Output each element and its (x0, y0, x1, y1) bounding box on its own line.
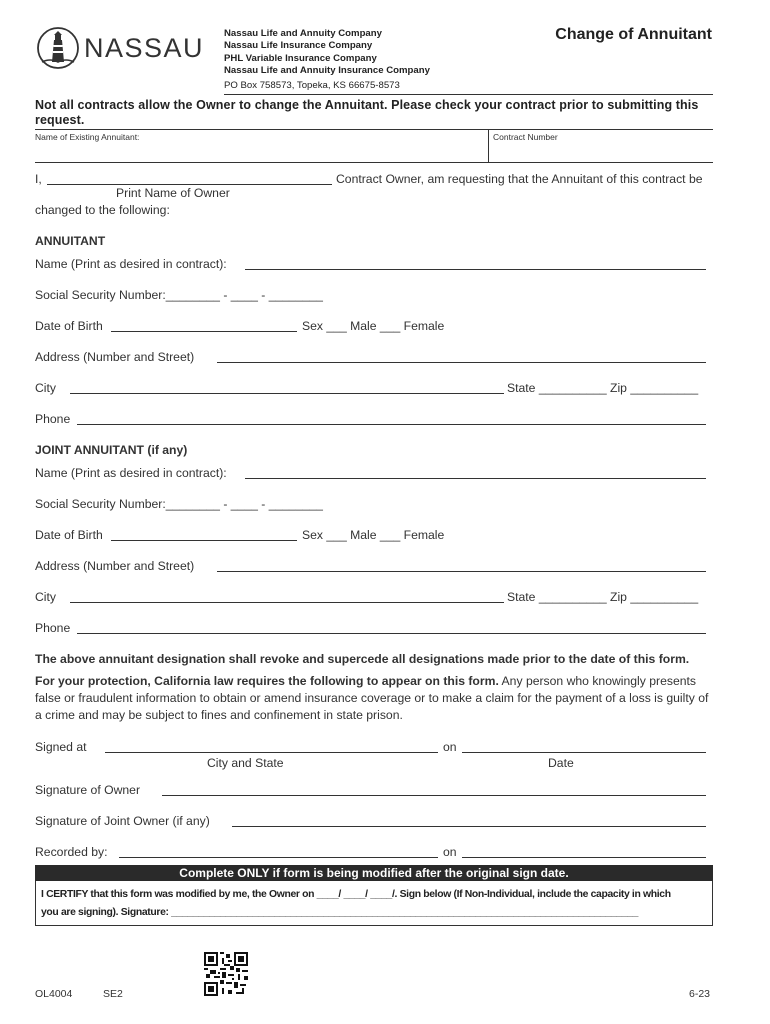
joint-name-label: Name (Print as desired in contract): (35, 466, 227, 480)
modification-banner: Complete ONLY if form is being modified after the original sign date. (35, 865, 713, 881)
certification-text[interactable] (41, 886, 711, 922)
owner-signature-label: Signature of Owner (35, 783, 141, 797)
recorded-by-field[interactable] (119, 857, 438, 858)
company-name: Nassau Life and Annuity Company (224, 28, 382, 39)
city-state-caption: City and State (207, 756, 284, 770)
annuitant-heading: ANNUITANT (35, 234, 106, 248)
annuitant-city-label: City (35, 381, 56, 395)
qr-code-icon (204, 952, 248, 996)
revoke-statement: The above annuitant designation shall revoke and supercede all designations made prior to the date of this form. (35, 652, 690, 666)
header-divider (224, 94, 713, 95)
annuitant-address-label: Address (Number and Street) (35, 350, 195, 364)
annuitant-name-label: Name (Print as desired in contract): (35, 257, 227, 271)
annuitant-sex-options[interactable]: Sex ___ Male ___ Female (302, 319, 445, 333)
annuitant-phone-label: Phone (35, 412, 71, 426)
signed-at-field[interactable] (105, 752, 438, 753)
existing-annuitant-field[interactable] (35, 130, 487, 162)
mailing-address: PO Box 758573, Topeka, KS 66675-8573 (224, 80, 400, 91)
joint-state-zip[interactable]: State __________ Zip __________ (507, 590, 699, 604)
joint-phone-field[interactable] (77, 633, 706, 634)
joint-ssn[interactable]: Social Security Number:________ - ____ - ________ (35, 497, 323, 511)
joint-name-field[interactable] (245, 478, 706, 479)
form-version: 6-23 (689, 988, 711, 1000)
lighthouse-icon (36, 26, 80, 70)
california-notice (35, 673, 715, 723)
joint-owner-signature-label: Signature of Joint Owner (if any) (35, 814, 210, 828)
date-caption: Date (548, 756, 574, 770)
logo-wordmark: NASSAU (84, 33, 205, 63)
owner-name-caption: Print Name of Owner (116, 186, 230, 200)
form-number: OL4004 (35, 988, 73, 1000)
nassau-logo (36, 26, 205, 72)
owner-name-field[interactable] (47, 184, 332, 185)
joint-owner-signature-field[interactable] (232, 826, 706, 827)
annuitant-ssn[interactable]: Social Security Number:________ - ____ - ________ (35, 288, 323, 302)
joint-address-field[interactable] (217, 571, 706, 572)
joint-heading: JOINT ANNUITANT (if any) (35, 443, 188, 457)
company-name: Nassau Life Insurance Company (224, 40, 373, 52)
signed-date-field[interactable] (462, 752, 706, 753)
recorded-date-field[interactable] (462, 857, 706, 858)
annuitant-address-field[interactable] (217, 362, 706, 363)
company-name: PHL Variable Insurance Company (224, 52, 377, 64)
recorded-by-label: Recorded by: (35, 845, 108, 859)
form-title: Change of Annuitant (555, 26, 712, 43)
form-code: SE2 (103, 988, 123, 1000)
owner-prefix: I, (35, 172, 42, 186)
california-lead: For your protection, California law requires the following to appear on this form. (35, 674, 499, 688)
california-body: Any person who knowingly presents false or fraudulent information to obtain or amend insurance coverage or to make a claim for the payment of a loss is guilty of a crime and may be subject to fines and confinement in state prison. (35, 674, 709, 722)
annuitant-dob-field[interactable] (111, 331, 297, 332)
joint-dob-field[interactable] (111, 540, 297, 541)
joint-city-label: City (35, 590, 56, 604)
company-list (224, 28, 430, 77)
annuitant-dob-label: Date of Birth (35, 319, 103, 333)
certification-line-2: you are signing). Signature: ______________________________________________________________________________________ (41, 907, 639, 918)
joint-sex-options[interactable]: Sex ___ Male ___ Female (302, 528, 445, 542)
existing-annuitant-label: Name of Existing Annuitant: (35, 132, 140, 142)
contract-number-field[interactable] (489, 130, 713, 162)
notice-text: Not all contracts allow the Owner to change the Annuitant. Please check your contract prior to submitting this request. (35, 98, 699, 127)
certification-line-1: I CERTIFY that this form was modified by me, the Owner on ____/ ____/ ____/. Sign below (If Non-Individual, include the capacity in which (41, 889, 671, 900)
owner-signature-field[interactable] (162, 795, 706, 796)
owner-suffix: Contract Owner, am requesting that the Annuitant of this contract be (336, 172, 703, 186)
annuitant-state-zip[interactable]: State __________ Zip __________ (507, 381, 699, 395)
joint-city-field[interactable] (70, 602, 504, 603)
recorded-on-label: on (443, 845, 457, 859)
annuitant-phone-field[interactable] (77, 424, 706, 425)
signed-on-label: on (443, 740, 457, 754)
owner-continuation: changed to the following: (35, 203, 170, 217)
signed-at-label: Signed at (35, 740, 87, 754)
annuitant-city-field[interactable] (70, 393, 504, 394)
contract-number-label: Contract Number (493, 132, 558, 142)
joint-address-label: Address (Number and Street) (35, 559, 195, 573)
joint-phone-label: Phone (35, 621, 71, 635)
annuitant-name-field[interactable] (245, 269, 706, 270)
fields-bottom-rule (35, 162, 713, 163)
company-name: Nassau Life and Annuity Insurance Company (224, 64, 430, 76)
joint-dob-label: Date of Birth (35, 528, 103, 542)
